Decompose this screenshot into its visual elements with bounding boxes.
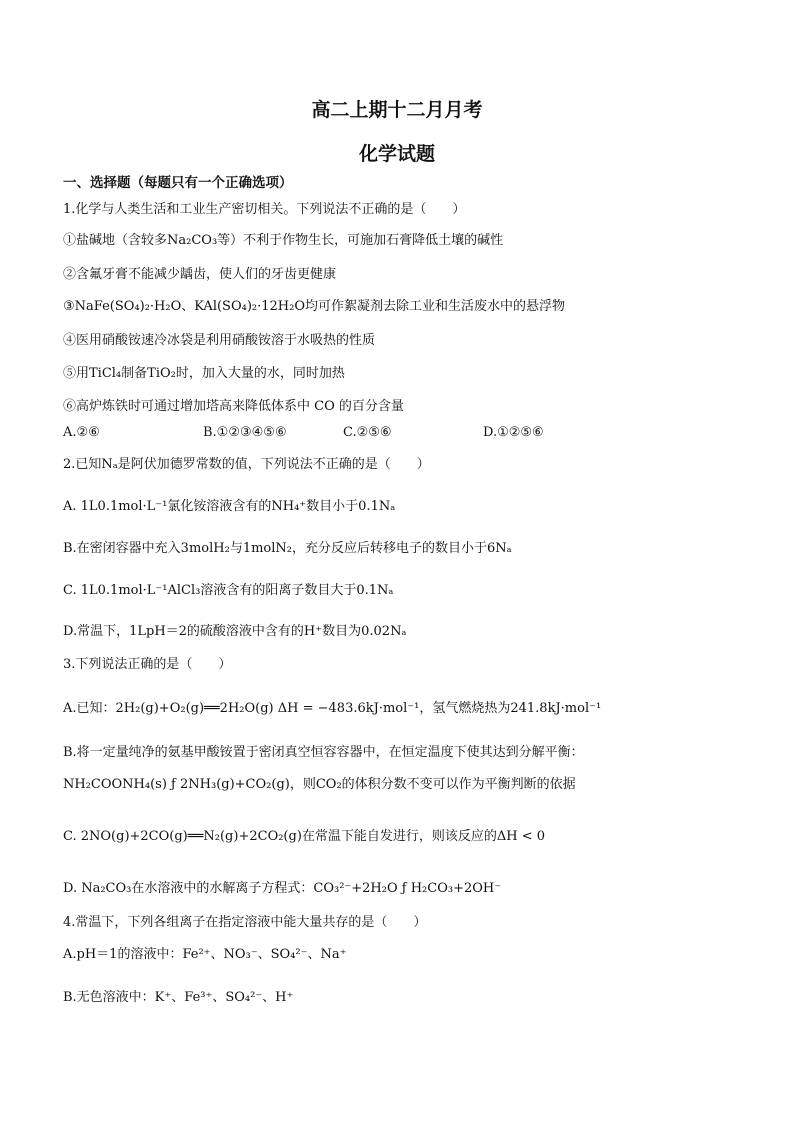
- q4-option-a: A.pH＝1的溶液中：Fe²⁺、NO₃⁻、SO₄²⁻、Na⁺: [63, 947, 347, 962]
- q4-option-b: B.无色溶液中：K⁺、Fe³⁺、SO₄²⁻、H⁺: [63, 990, 294, 1005]
- q3-option-d: D. Na₂CO₃在水溶液中的水解离子方程式：CO₃²⁻+2H₂O ƒ H₂CO₃+2OH⁻: [63, 881, 502, 896]
- q4-stem: 4.常温下，下列各组离子在指定溶液中能大量共存的是（ ）: [63, 915, 427, 930]
- q2-option-d: D.常温下，1LpH＝2的硫酸溶液中含有的H⁺数目为0.02Nₐ: [63, 624, 407, 639]
- q1-stem: 1.化学与人类生活和工业生产密切相关。下列说法不正确的是（ ）: [63, 202, 466, 217]
- exam-title: 高二上期十二月月考: [311, 99, 483, 121]
- exam-subtitle: 化学试题: [358, 143, 435, 165]
- q1-item-4: ④医用硝酸铵速冷冰袋是利用硝酸铵溶于水吸热的性质: [63, 333, 376, 348]
- q1-item-3: ③NaFe(SO₄)₂·H₂O、KAl(SO₄)₂·12H₂O均可作絮凝剂去除工业和生活废水中的悬浮物: [63, 299, 565, 314]
- q3-option-b-equation: NH₂COONH₄(s) ƒ 2NH₃(g)+CO₂(g)，则CO₂的体积分数不变可以作为平衡判断的依据: [63, 777, 576, 792]
- q2-option-c: C. 1L0.1mol·L⁻¹AlCl₃溶液含有的阳离子数目大于0.1Nₐ: [63, 583, 394, 598]
- q3-option-a: A.已知：2H₂(g)+O₂(g)══2H₂O(g) ΔH = −483.6kJ·mol⁻¹，氢气燃烧热为241.8kJ·mol⁻¹: [63, 701, 602, 716]
- q3-option-c: C. 2NO(g)+2CO(g)══N₂(g)+2CO₂(g)在常温下能自发进行，则该反应的ΔH < 0: [63, 829, 546, 844]
- section-heading: 一、选择题（每题只有一个正确选项）: [63, 175, 293, 191]
- q2-option-a: A. 1L0.1mol·L⁻¹氯化铵溶液含有的NH₄⁺数目小于0.1Nₐ: [63, 499, 396, 514]
- q1-item-1: ①盐碱地（含较多Na₂CO₃等）不利于作物生长，可施加石膏降低土壤的碱性: [63, 233, 504, 248]
- q1-option-a: A.②⑥: [63, 425, 100, 440]
- q1-item-6: ⑥高炉炼铁时可通过增加塔高来降低体系中 CO 的百分含量: [63, 399, 404, 414]
- q3-option-b: B.将一定量纯净的氨基甲酸铵置于密闭真空恒容容器中，在恒定温度下使其达到分解平衡：: [63, 745, 584, 760]
- q2-option-b: B.在密闭容器中充入3molH₂与1molN₂，充分反应后转移电子的数目小于6Nₐ: [63, 541, 512, 556]
- q1-item-2: ②含氟牙膏不能减少龋齿，使人们的牙齿更健康: [63, 267, 337, 282]
- q1-option-b: B.①②③④⑤⑥: [203, 425, 287, 440]
- q2-stem: 2.已知Nₐ是阿伏加德罗常数的值，下列说法不正确的是（ ）: [63, 457, 430, 472]
- q1-item-5: ⑤用TiCl₄制备TiO₂时，加入大量的水，同时加热: [63, 366, 345, 381]
- q3-stem: 3.下列说法正确的是（ ）: [63, 657, 232, 672]
- q1-option-c: C.②⑤⑥: [343, 425, 392, 440]
- q1-option-d: D.①②⑤⑥: [483, 425, 544, 440]
